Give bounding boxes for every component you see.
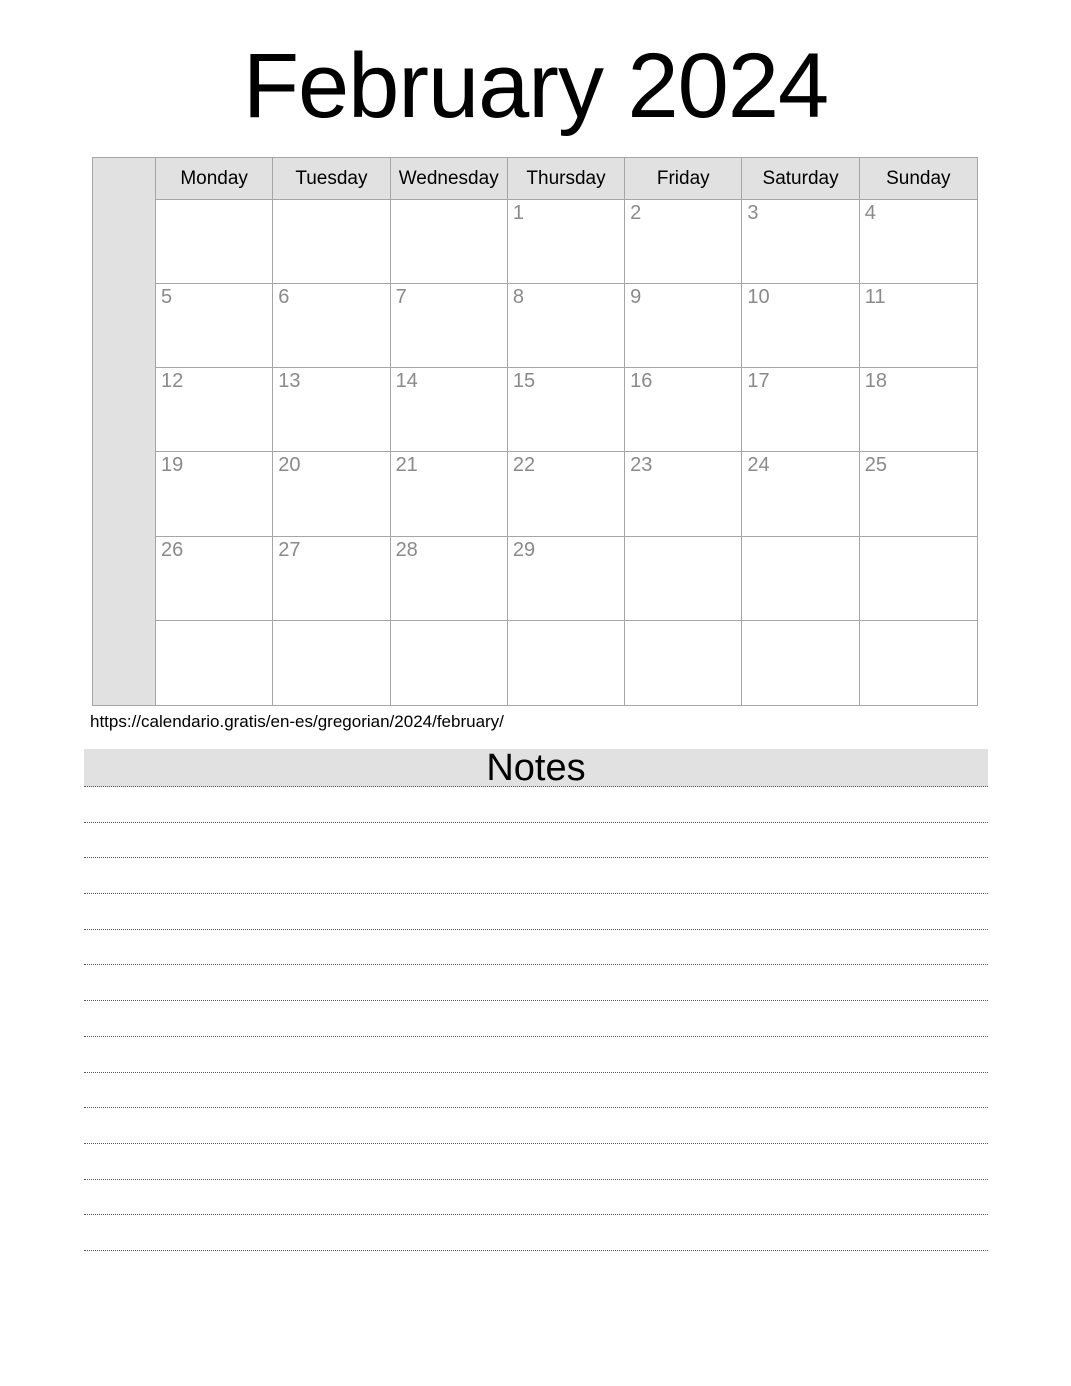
day-number: 13	[278, 370, 301, 393]
day-cell-9	[625, 284, 742, 368]
day-number: 8	[512, 286, 524, 309]
page-title: February 2024	[242, 35, 829, 137]
day-number: 24	[747, 454, 770, 477]
weekday-header-tuesday: Tuesday	[273, 158, 390, 200]
notes-title: Notes	[84, 749, 988, 787]
day-number: 25	[864, 454, 887, 477]
note-line	[84, 1180, 988, 1216]
day-cell-1	[508, 200, 625, 284]
day-number: 3	[747, 202, 759, 224]
day-number: 7	[395, 286, 407, 309]
day-cell-empty	[625, 621, 742, 705]
day-cell-empty	[860, 537, 977, 621]
day-cell-empty	[860, 621, 977, 705]
day-cell-18	[860, 368, 977, 452]
day-cell-11	[860, 284, 977, 368]
calendar-left-strip	[93, 158, 156, 705]
day-cell-2	[625, 200, 742, 284]
day-cell-empty	[742, 537, 859, 621]
day-cell-7	[391, 284, 508, 368]
day-number: 2	[630, 202, 642, 224]
day-number: 29	[512, 538, 536, 561]
day-cell-12	[156, 368, 273, 452]
day-cell-17	[742, 368, 859, 452]
day-number: 1	[512, 202, 524, 224]
day-number: 22	[512, 454, 536, 477]
day-cell-15	[508, 368, 625, 452]
day-cell-empty	[391, 200, 508, 284]
day-number: 14	[395, 370, 418, 393]
day-cell-empty	[273, 200, 390, 284]
day-cell-19	[156, 452, 273, 536]
day-number: 26	[161, 538, 184, 561]
day-cell-14	[391, 368, 508, 452]
weekday-header-wednesday: Wednesday	[391, 158, 508, 200]
weekday-header-saturday: Saturday	[742, 158, 859, 200]
day-number: 5	[161, 286, 173, 309]
day-cell-8	[508, 284, 625, 368]
day-number: 16	[630, 370, 653, 393]
day-cell-16	[625, 368, 742, 452]
day-number: 23	[630, 454, 653, 477]
note-line	[84, 858, 988, 894]
day-number: 18	[864, 370, 887, 393]
notes-section	[84, 749, 988, 1251]
day-number: 9	[630, 286, 642, 309]
note-line	[84, 1108, 988, 1144]
note-line	[84, 787, 988, 823]
day-cell-6	[273, 284, 390, 368]
day-cell-26	[156, 537, 273, 621]
day-cell-22	[508, 452, 625, 536]
day-cell-empty	[273, 621, 390, 705]
weekday-header-friday: Friday	[625, 158, 742, 200]
day-cell-29	[508, 537, 625, 621]
weekday-header-sunday: Sunday	[860, 158, 977, 200]
day-cell-3	[742, 200, 859, 284]
day-cell-empty	[391, 621, 508, 705]
day-number: 27	[278, 538, 301, 561]
day-cell-empty	[156, 621, 273, 705]
day-cell-28	[391, 537, 508, 621]
day-number: 11	[864, 286, 886, 309]
note-line	[84, 1073, 988, 1109]
note-line	[84, 894, 988, 930]
day-number: 10	[747, 286, 770, 309]
note-line	[84, 1215, 988, 1251]
day-number: 19	[161, 454, 184, 477]
source-url-link[interactable]: https://calendario.gratis/en-es/gregorian/2024/february/	[90, 712, 504, 731]
weekday-header-monday: Monday	[156, 158, 273, 200]
day-number: 4	[864, 202, 876, 224]
day-cell-24	[742, 452, 859, 536]
note-line	[84, 1144, 988, 1180]
note-line	[84, 1001, 988, 1037]
note-line	[84, 930, 988, 966]
day-number: 20	[278, 454, 301, 477]
day-cell-empty	[508, 621, 625, 705]
calendar-table	[92, 157, 978, 706]
day-number: 28	[395, 538, 418, 561]
notes-lines	[84, 787, 988, 1251]
calendar-grid	[156, 158, 977, 705]
day-cell-empty	[156, 200, 273, 284]
weekday-header-thursday: Thursday	[508, 158, 625, 200]
note-line	[84, 1037, 988, 1073]
day-cell-25	[860, 452, 977, 536]
day-cell-13	[273, 368, 390, 452]
day-number: 17	[747, 370, 770, 393]
day-cell-20	[273, 452, 390, 536]
day-cell-4	[860, 200, 977, 284]
day-number: 15	[512, 370, 536, 393]
day-cell-empty	[742, 621, 859, 705]
day-cell-21	[391, 452, 508, 536]
day-cell-27	[273, 537, 390, 621]
note-line	[84, 823, 988, 859]
note-line	[84, 965, 988, 1001]
day-cell-5	[156, 284, 273, 368]
day-number: 21	[395, 454, 418, 477]
day-number: 6	[278, 286, 290, 309]
day-cell-23	[625, 452, 742, 536]
day-cell-empty	[625, 537, 742, 621]
day-cell-10	[742, 284, 859, 368]
day-number: 12	[161, 370, 184, 393]
